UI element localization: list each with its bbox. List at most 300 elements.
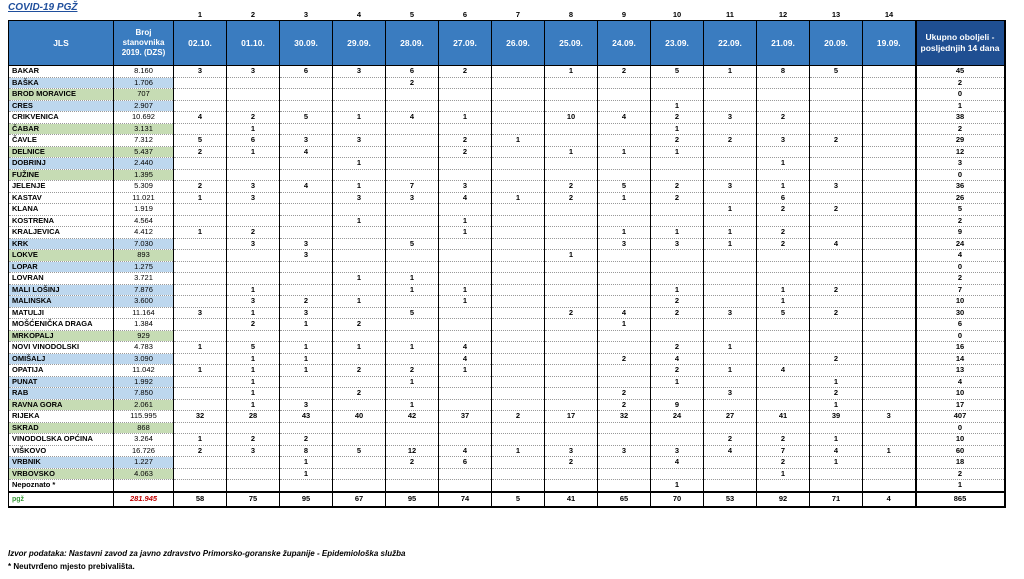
case-count-cell (545, 468, 598, 480)
daily-total-cell: 67 (333, 492, 386, 507)
case-count-cell (280, 422, 333, 434)
column-number: 6 (462, 10, 468, 19)
total-cell: 4 (916, 376, 1005, 388)
case-count-cell (439, 422, 492, 434)
case-count-cell (863, 319, 916, 331)
population-cell: 10.692 (114, 112, 174, 124)
case-count-cell: 3 (704, 181, 757, 193)
case-count-cell: 1 (227, 388, 280, 400)
municipality-name: MRKOPALJ (9, 330, 114, 342)
case-count-cell (492, 457, 545, 469)
case-count-cell (810, 112, 863, 124)
municipality-name: VINODOLSKA OPĆINA (9, 434, 114, 446)
case-count-cell (280, 376, 333, 388)
case-count-cell: 6 (386, 66, 439, 78)
total-cell: 10 (916, 296, 1005, 308)
total-cell: 29 (916, 135, 1005, 147)
case-count-cell: 1 (439, 227, 492, 239)
case-count-cell (757, 388, 810, 400)
case-count-cell (333, 468, 386, 480)
case-count-cell: 4 (598, 307, 651, 319)
case-count-cell: 3 (227, 445, 280, 457)
municipality-name: VRBNIK (9, 457, 114, 469)
case-count-cell: 2 (174, 146, 227, 158)
case-count-cell: 2 (545, 192, 598, 204)
case-count-cell (439, 89, 492, 101)
population-cell: 1.992 (114, 376, 174, 388)
total-cell: 0 (916, 169, 1005, 181)
case-count-cell: 5 (333, 445, 386, 457)
case-count-cell (492, 261, 545, 273)
case-count-cell (333, 353, 386, 365)
municipality-name: CRES (9, 100, 114, 112)
case-count-cell (174, 457, 227, 469)
case-count-cell (757, 215, 810, 227)
population-cell: 4.564 (114, 215, 174, 227)
case-count-cell (439, 261, 492, 273)
case-count-cell (545, 330, 598, 342)
case-count-cell (492, 169, 545, 181)
case-count-cell (280, 204, 333, 216)
case-count-cell (704, 158, 757, 170)
case-count-cell (174, 330, 227, 342)
case-count-cell: 3 (333, 192, 386, 204)
case-count-cell: 4 (810, 238, 863, 250)
case-count-cell: 1 (333, 296, 386, 308)
daily-total-cell: 65 (598, 492, 651, 507)
case-count-cell (439, 273, 492, 285)
case-count-cell: 1 (227, 123, 280, 135)
case-count-cell (598, 77, 651, 89)
case-count-cell (545, 296, 598, 308)
date-header: 01.10. (227, 21, 280, 66)
daily-total-cell: 70 (651, 492, 704, 507)
case-count-cell: 1 (439, 365, 492, 377)
case-count-cell (492, 146, 545, 158)
case-count-cell (810, 319, 863, 331)
population-cell: 1.275 (114, 261, 174, 273)
case-count-cell (545, 434, 598, 446)
case-count-cell (757, 77, 810, 89)
case-count-cell (386, 319, 439, 331)
case-count-cell: 5 (174, 135, 227, 147)
case-count-cell (545, 158, 598, 170)
table-row (9, 376, 1005, 388)
case-count-cell (492, 204, 545, 216)
case-count-cell (492, 468, 545, 480)
case-count-cell (704, 123, 757, 135)
case-count-cell: 1 (333, 112, 386, 124)
case-count-cell (227, 77, 280, 89)
case-count-cell (598, 273, 651, 285)
population-cell: 2.061 (114, 399, 174, 411)
total-cell: 36 (916, 181, 1005, 193)
case-count-cell (227, 457, 280, 469)
population-cell: 3.264 (114, 434, 174, 446)
case-count-cell (810, 250, 863, 262)
municipality-name: OPATIJA (9, 365, 114, 377)
table-row (9, 146, 1005, 158)
case-count-cell: 2 (810, 353, 863, 365)
case-count-cell (704, 422, 757, 434)
case-count-cell: 1 (280, 365, 333, 377)
case-count-cell: 4 (174, 112, 227, 124)
case-count-cell (545, 123, 598, 135)
case-count-cell: 9 (651, 399, 704, 411)
population-cell: 1.384 (114, 319, 174, 331)
case-count-cell (651, 468, 704, 480)
case-count-cell (598, 89, 651, 101)
case-count-cell: 1 (704, 365, 757, 377)
case-count-cell: 12 (386, 445, 439, 457)
column-number: 9 (621, 10, 627, 19)
case-count-cell (704, 192, 757, 204)
case-count-cell: 4 (757, 365, 810, 377)
case-count-cell (492, 250, 545, 262)
case-count-cell (598, 468, 651, 480)
case-count-cell (333, 457, 386, 469)
case-count-cell (386, 146, 439, 158)
date-header: 27.09. (439, 21, 492, 66)
table-row (9, 388, 1005, 400)
table-row (9, 411, 1005, 423)
case-count-cell (227, 169, 280, 181)
case-count-cell (386, 353, 439, 365)
case-count-cell (863, 261, 916, 273)
case-count-cell (280, 284, 333, 296)
case-count-cell: 1 (280, 468, 333, 480)
case-count-cell (704, 319, 757, 331)
case-count-cell: 1 (439, 284, 492, 296)
case-count-cell (863, 169, 916, 181)
population-cell: 1.395 (114, 169, 174, 181)
case-count-cell (174, 319, 227, 331)
total-cell: 0 (916, 422, 1005, 434)
case-count-cell (439, 434, 492, 446)
table-row (9, 399, 1005, 411)
case-count-cell (863, 468, 916, 480)
case-count-cell (439, 319, 492, 331)
case-count-cell (704, 169, 757, 181)
municipality-name: LOKVE (9, 250, 114, 262)
case-count-cell: 1 (386, 273, 439, 285)
case-count-cell (227, 468, 280, 480)
case-count-cell (492, 158, 545, 170)
case-count-cell (386, 135, 439, 147)
total-cell: 0 (916, 261, 1005, 273)
total-cell: 0 (916, 89, 1005, 101)
case-count-cell (386, 296, 439, 308)
case-count-cell (492, 365, 545, 377)
case-count-cell (333, 77, 386, 89)
municipality-name: Nepoznato * (9, 480, 114, 492)
table-row (9, 135, 1005, 147)
case-count-cell (598, 215, 651, 227)
case-count-cell (810, 89, 863, 101)
case-count-cell (704, 89, 757, 101)
total-cell: 5 (916, 204, 1005, 216)
case-count-cell: 5 (651, 66, 704, 78)
case-count-cell: 5 (280, 112, 333, 124)
case-count-cell (174, 89, 227, 101)
case-count-cell: 1 (439, 296, 492, 308)
case-count-cell: 2 (810, 307, 863, 319)
case-count-cell: 4 (651, 457, 704, 469)
table-row (9, 307, 1005, 319)
case-count-cell (227, 89, 280, 101)
case-count-cell (492, 399, 545, 411)
case-count-cell (386, 204, 439, 216)
column-number: 3 (303, 10, 309, 19)
total-cell: 45 (916, 66, 1005, 78)
municipality-name: MATULJI (9, 307, 114, 319)
case-count-cell: 3 (227, 192, 280, 204)
case-count-cell (863, 284, 916, 296)
case-count-cell: 2 (598, 66, 651, 78)
case-count-cell (280, 273, 333, 285)
daily-total-cell: 58 (174, 492, 227, 507)
table-row (9, 422, 1005, 434)
case-count-cell (492, 480, 545, 492)
table-row (9, 181, 1005, 193)
case-count-cell: 2 (757, 227, 810, 239)
case-count-cell: 4 (439, 342, 492, 354)
case-count-cell (174, 250, 227, 262)
date-header: 21.09. (757, 21, 810, 66)
case-count-cell (174, 100, 227, 112)
population-cell: 3.600 (114, 296, 174, 308)
case-count-cell (386, 422, 439, 434)
case-count-cell (545, 422, 598, 434)
case-count-cell (598, 376, 651, 388)
case-count-cell (545, 215, 598, 227)
column-number-spacer (114, 8, 174, 21)
column-number: 1 (197, 10, 203, 19)
table-row (9, 89, 1005, 101)
case-count-cell: 6 (227, 135, 280, 147)
case-count-cell (174, 422, 227, 434)
case-count-cell: 2 (492, 411, 545, 423)
case-count-cell: 3 (651, 445, 704, 457)
case-count-cell (545, 376, 598, 388)
case-count-cell: 2 (280, 434, 333, 446)
case-count-cell (227, 100, 280, 112)
case-count-cell (227, 330, 280, 342)
case-count-cell: 6 (280, 66, 333, 78)
case-count-cell (704, 100, 757, 112)
case-count-cell: 1 (492, 135, 545, 147)
case-count-cell: 1 (704, 66, 757, 78)
case-count-cell (704, 146, 757, 158)
total-cell: 1 (916, 100, 1005, 112)
municipality-name: PUNAT (9, 376, 114, 388)
case-count-cell: 1 (545, 146, 598, 158)
date-header: 28.09. (386, 21, 439, 66)
population-cell: 1.706 (114, 77, 174, 89)
case-count-cell (492, 422, 545, 434)
covid-cases-table (8, 8, 1006, 508)
case-count-cell (492, 66, 545, 78)
case-count-cell (333, 123, 386, 135)
case-count-cell (810, 192, 863, 204)
municipality-name: RAVNA GORA (9, 399, 114, 411)
case-count-cell: 1 (492, 192, 545, 204)
case-count-cell (810, 273, 863, 285)
case-count-cell (280, 158, 333, 170)
population-cell: 5.437 (114, 146, 174, 158)
case-count-cell (174, 238, 227, 250)
municipality-name: BAKAR (9, 66, 114, 78)
table-row (9, 204, 1005, 216)
case-count-cell: 17 (545, 411, 598, 423)
municipality-name: ČABAR (9, 123, 114, 135)
daily-total-cell: 95 (386, 492, 439, 507)
column-number-row (9, 8, 1005, 21)
case-count-cell: 3 (439, 181, 492, 193)
case-count-cell (333, 307, 386, 319)
case-count-cell (386, 100, 439, 112)
case-count-cell: 4 (704, 445, 757, 457)
population-cell: 7.850 (114, 388, 174, 400)
grand-population: 281.945 (129, 494, 158, 503)
case-count-cell (704, 77, 757, 89)
case-count-cell: 1 (810, 399, 863, 411)
case-count-cell: 1 (280, 457, 333, 469)
municipality-name: MOŠĆENIČKA DRAGA (9, 319, 114, 331)
case-count-cell (757, 319, 810, 331)
case-count-cell: 1 (651, 376, 704, 388)
table-row (9, 353, 1005, 365)
case-count-cell: 1 (386, 284, 439, 296)
case-count-cell: 1 (651, 284, 704, 296)
case-count-cell (333, 238, 386, 250)
case-count-cell (863, 480, 916, 492)
case-count-cell (174, 204, 227, 216)
case-count-cell: 1 (651, 227, 704, 239)
table-row (9, 365, 1005, 377)
case-count-cell: 2 (651, 135, 704, 147)
case-count-cell: 1 (598, 192, 651, 204)
case-count-cell (227, 422, 280, 434)
case-count-cell: 1 (439, 215, 492, 227)
case-count-cell (810, 261, 863, 273)
case-count-cell: 2 (598, 399, 651, 411)
total-cell: 26 (916, 192, 1005, 204)
case-count-cell (598, 422, 651, 434)
case-count-cell (333, 434, 386, 446)
daily-total-cell: 92 (757, 492, 810, 507)
case-count-cell: 1 (333, 158, 386, 170)
daily-total-cell: 95 (280, 492, 333, 507)
table-row (9, 66, 1005, 78)
case-count-cell (439, 123, 492, 135)
case-count-cell (651, 77, 704, 89)
date-header: 26.09. (492, 21, 545, 66)
date-header: 24.09. (598, 21, 651, 66)
case-count-cell (280, 261, 333, 273)
case-count-cell (810, 123, 863, 135)
case-count-cell (545, 238, 598, 250)
case-count-cell: 1 (439, 112, 492, 124)
case-count-cell: 4 (598, 112, 651, 124)
table-row (9, 457, 1005, 469)
case-count-cell: 40 (333, 411, 386, 423)
total-cell: 1 (916, 480, 1005, 492)
case-count-cell (651, 388, 704, 400)
case-count-cell (863, 100, 916, 112)
daily-total-cell: 41 (545, 492, 598, 507)
case-count-cell (704, 261, 757, 273)
population-cell: 8.160 (114, 66, 174, 78)
case-count-cell: 2 (598, 353, 651, 365)
case-count-cell (810, 330, 863, 342)
case-count-cell: 1 (227, 307, 280, 319)
population-cell: 2.907 (114, 100, 174, 112)
case-count-cell: 2 (545, 457, 598, 469)
municipality-name: ČAVLE (9, 135, 114, 147)
case-count-cell: 1 (757, 158, 810, 170)
table-row (9, 330, 1005, 342)
case-count-cell (492, 273, 545, 285)
population-cell: 1.227 (114, 457, 174, 469)
case-count-cell: 42 (386, 411, 439, 423)
case-count-cell: 3 (174, 307, 227, 319)
case-count-cell: 1 (227, 399, 280, 411)
case-count-cell: 2 (280, 296, 333, 308)
municipality-name: KRK (9, 238, 114, 250)
case-count-cell (386, 123, 439, 135)
municipality-name: RIJEKA (9, 411, 114, 423)
case-count-cell: 5 (598, 181, 651, 193)
case-count-cell (651, 158, 704, 170)
case-count-cell: 2 (757, 434, 810, 446)
total-cell: 0 (916, 330, 1005, 342)
case-count-cell: 5 (810, 66, 863, 78)
case-count-cell (386, 388, 439, 400)
case-count-cell (545, 261, 598, 273)
case-count-cell (704, 376, 757, 388)
case-count-cell: 2 (386, 457, 439, 469)
case-count-cell (333, 399, 386, 411)
case-count-cell: 2 (227, 227, 280, 239)
municipality-name: MALINSKA (9, 296, 114, 308)
case-count-cell (174, 215, 227, 227)
case-count-cell (651, 330, 704, 342)
case-count-cell (863, 112, 916, 124)
case-count-cell: 4 (439, 353, 492, 365)
daily-total-cell: 75 (227, 492, 280, 507)
case-count-cell (863, 215, 916, 227)
case-count-cell (757, 146, 810, 158)
case-count-cell (492, 238, 545, 250)
case-count-cell (863, 77, 916, 89)
municipality-name: KASTAV (9, 192, 114, 204)
table-row (9, 319, 1005, 331)
municipality-name: JELENJE (9, 181, 114, 193)
municipality-name: BROD MORAVICE (9, 89, 114, 101)
municipality-name: CRIKVENICA (9, 112, 114, 124)
total-cell: 14 (916, 353, 1005, 365)
case-count-cell: 2 (757, 112, 810, 124)
case-count-cell: 8 (280, 445, 333, 457)
source-note: Izvor podataka: Nastavni zavod za javno zdravstvo Primorsko-goranske županije - Epidemiološka služba (8, 549, 406, 558)
case-count-cell (227, 215, 280, 227)
case-count-cell (704, 353, 757, 365)
table-row (9, 238, 1005, 250)
case-count-cell (651, 434, 704, 446)
table-row (9, 273, 1005, 285)
case-count-cell (598, 158, 651, 170)
